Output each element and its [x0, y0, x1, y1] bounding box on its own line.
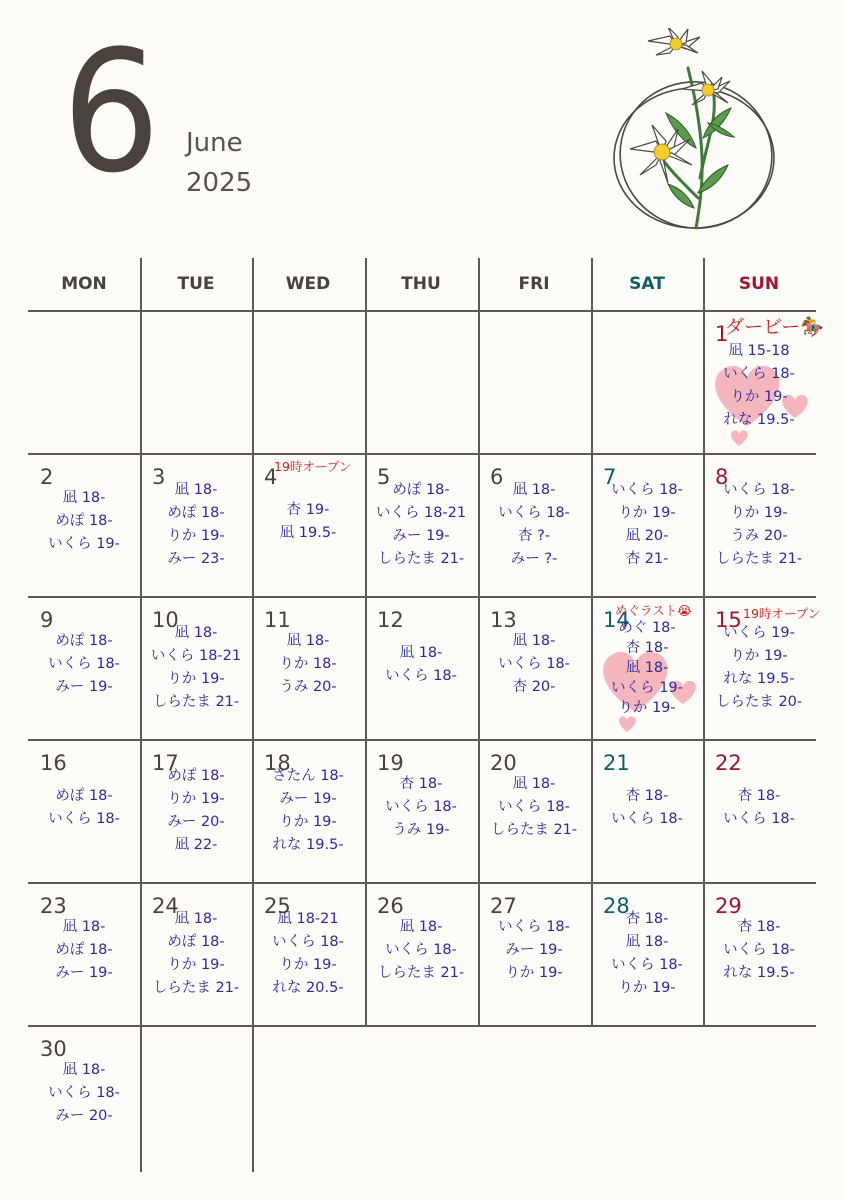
day-number: 24	[152, 894, 179, 918]
shift-entry: 杏 18-	[737, 919, 781, 935]
shift-list	[28, 487, 140, 556]
day-number: 18	[264, 751, 291, 775]
day-number: 10	[152, 608, 179, 632]
shift-entry: 杏 19-	[286, 502, 330, 518]
shift-entry: りか 19-	[730, 648, 788, 664]
shift-list	[365, 479, 477, 571]
shift-entry: いくら 18-	[723, 942, 795, 958]
day-number: 5	[377, 465, 391, 489]
shift-entry: みー 23-	[167, 551, 225, 567]
shift-entry: 凪 18-	[625, 934, 669, 950]
shift-list	[28, 916, 140, 985]
day-number: 13	[490, 608, 517, 632]
day-cell-18	[252, 739, 364, 882]
day-number: 9	[40, 608, 54, 632]
weekday-header-mon: MON	[61, 274, 107, 294]
shift-entry: 凪 22-	[174, 837, 218, 853]
shift-entry: しらたま 21-	[377, 551, 465, 567]
day-number: 27	[490, 894, 517, 918]
shift-entry: 凪 18-	[62, 919, 106, 935]
day-number: 1	[715, 322, 729, 346]
shift-entry: いくら 19-	[723, 625, 795, 641]
day-number: 30	[40, 1037, 67, 1061]
shift-entry: めぽ 18-	[55, 942, 113, 958]
weekday-header-tue: TUE	[177, 274, 215, 294]
shift-entry: 凪 15-18	[728, 343, 790, 359]
day-cell-26	[365, 882, 477, 1025]
day-cell-19	[365, 739, 477, 882]
shift-list	[703, 479, 815, 571]
day-number: 2	[40, 465, 54, 489]
day-number: 6	[490, 465, 504, 489]
shift-entry: 凪 18-	[512, 633, 556, 649]
shift-entry: いくら 18-21	[150, 648, 242, 664]
shift-entry: いくら 18-	[498, 919, 570, 935]
day-cell-11	[252, 596, 364, 739]
shift-entry: さたん 18-	[272, 768, 344, 784]
day-number: 7	[603, 465, 617, 489]
shift-entry: めぽ 18-	[167, 505, 225, 521]
day-cell-24	[140, 882, 252, 1025]
shift-entry: いくら 19-	[611, 680, 683, 696]
shift-entry: 杏 18-	[625, 640, 669, 656]
shift-entry: 杏 21-	[625, 551, 669, 567]
shift-entry: 凪 18-	[174, 911, 218, 927]
shift-entry: 杏 18-	[399, 776, 443, 792]
shift-list	[252, 630, 364, 699]
shift-list	[703, 622, 815, 714]
grid-line	[28, 310, 816, 312]
shift-entry: めぐ 18-	[618, 620, 676, 636]
day-cell-10	[140, 596, 252, 739]
day-cell-13	[478, 596, 590, 739]
shift-entry: いくら 18-	[385, 668, 457, 684]
shift-list	[591, 479, 703, 571]
shift-entry: 凪 18-	[62, 490, 106, 506]
shift-list	[478, 479, 590, 571]
day-cell-28	[591, 882, 703, 1025]
shift-list	[140, 765, 252, 857]
shift-entry: 凪 18-	[174, 625, 218, 641]
weekday-header-sat: SAT	[629, 274, 665, 294]
day-number: 19	[377, 751, 404, 775]
day-cell-23	[28, 882, 140, 1025]
day-cell-7	[591, 453, 703, 596]
day-cell-14	[591, 596, 703, 739]
shift-entry: いくら 18-	[498, 799, 570, 815]
day-cell-6	[478, 453, 590, 596]
shift-entry: 杏 20-	[512, 679, 556, 695]
shift-entry: りか 19-	[167, 791, 225, 807]
shift-entry: りか 19-	[618, 700, 676, 716]
shift-entry: めぽ 18-	[55, 788, 113, 804]
shift-entry: れな 19.5-	[272, 837, 344, 853]
day-cell-16	[28, 739, 140, 882]
shift-entry: いくら 18-	[385, 942, 457, 958]
shift-list	[252, 765, 364, 857]
shift-entry: 凪 18-21	[277, 911, 339, 927]
shift-entry: れな 19.5-	[723, 965, 795, 981]
shift-entry: みー 20-	[55, 1108, 113, 1124]
shift-entry: みー 20-	[167, 814, 225, 830]
shift-entry: りか 19-	[618, 505, 676, 521]
year-label: 2025	[186, 168, 253, 198]
day-number: 3	[152, 465, 166, 489]
shift-entry: しらたま 21-	[152, 694, 240, 710]
grid-line	[28, 1025, 816, 1027]
shift-list	[28, 785, 140, 831]
month-name: June	[186, 128, 243, 158]
shift-entry: 杏 18-	[737, 788, 781, 804]
shift-entry: いくら 18-	[723, 366, 795, 382]
shift-entry: 凪 20-	[625, 528, 669, 544]
shift-list	[365, 642, 477, 688]
shift-list	[478, 916, 590, 985]
shift-entry: いくら 18-	[611, 482, 683, 498]
shift-entry: いくら 19-	[48, 536, 120, 552]
shift-entry: うみ 20-	[730, 528, 788, 544]
day-cell-17	[140, 739, 252, 882]
shift-entry: 凪 18-	[512, 482, 556, 498]
day-cell-15	[703, 596, 821, 739]
shift-entry: めぽ 18-	[167, 934, 225, 950]
shift-entry: みー 19-	[392, 528, 450, 544]
shift-entry: りか 19-	[167, 671, 225, 687]
shift-entry: みー 19-	[55, 965, 113, 981]
day-cell-30	[28, 1025, 140, 1168]
shift-entry: 凪 19.5-	[279, 525, 337, 541]
shift-entry: りか 19-	[505, 965, 563, 981]
shift-entry: 杏 18-	[625, 911, 669, 927]
day-note: ダービー🏇	[725, 316, 824, 338]
shift-entry: めぽ 18-	[55, 513, 113, 529]
shift-entry: りか 19-	[279, 814, 337, 830]
day-cell-12	[365, 596, 477, 739]
day-cell-29	[703, 882, 815, 1025]
shift-entry: いくら 18-	[385, 799, 457, 815]
weekday-header-wed: WED	[285, 274, 331, 294]
shift-entry: いくら 18-	[498, 656, 570, 672]
shift-entry: いくら 18-	[48, 1085, 120, 1101]
shift-entry: しらたま 21-	[377, 965, 465, 981]
shift-entry: 杏 ?-	[517, 528, 551, 544]
shift-entry: いくら 18-	[48, 811, 120, 827]
shift-entry: りか 19-	[730, 505, 788, 521]
day-cell-27	[478, 882, 590, 1025]
day-cell-4	[252, 453, 364, 596]
weekday-header-sun: SUN	[738, 274, 780, 294]
shift-entry: 凪 18-	[174, 482, 218, 498]
day-number: 17	[152, 751, 179, 775]
day-cell-21	[591, 739, 703, 882]
shift-list	[252, 908, 364, 1000]
shift-entry: 凪 18-	[62, 1062, 106, 1078]
shift-entry: りか 19-	[167, 957, 225, 973]
day-number: 22	[715, 751, 742, 775]
shift-list	[478, 630, 590, 699]
shift-entry: れな 19.5-	[723, 671, 795, 687]
day-cell-5	[365, 453, 477, 596]
day-number: 14	[603, 608, 630, 632]
shift-entry: いくら 18-	[48, 656, 120, 672]
day-cell-3	[140, 453, 252, 596]
day-number: 25	[264, 894, 291, 918]
shift-entry: いくら 18-	[611, 811, 683, 827]
day-number: 8	[715, 465, 729, 489]
day-cell-8	[703, 453, 815, 596]
shift-entry: みー 19-	[279, 791, 337, 807]
shift-entry: いくら 18-	[611, 957, 683, 973]
day-cell-1	[703, 310, 824, 453]
shift-entry: れな 20.5-	[272, 980, 344, 996]
day-note: 19時オープン	[274, 459, 352, 474]
shift-entry: りか 19-	[279, 957, 337, 973]
day-cell-25	[252, 882, 364, 1025]
day-number: 20	[490, 751, 517, 775]
shift-entry: 凪 18-	[512, 776, 556, 792]
shift-entry: みー 19-	[505, 942, 563, 958]
day-note: 19時オープン	[743, 606, 821, 621]
day-number: 15	[715, 608, 742, 632]
day-note: めぐラスト😭	[615, 603, 692, 618]
day-number: 23	[40, 894, 67, 918]
shift-list	[703, 785, 815, 831]
shift-entry: れな 19.5-	[723, 412, 795, 428]
shift-entry: いくら 18-	[498, 505, 570, 521]
shift-list	[140, 479, 252, 571]
shift-entry: りか 19-	[167, 528, 225, 544]
edelweiss-illustration	[608, 28, 788, 233]
shift-entry: めぽ 18-	[392, 482, 450, 498]
shift-list	[28, 1059, 140, 1128]
day-number: 26	[377, 894, 404, 918]
shift-entry: めぽ 18-	[55, 633, 113, 649]
day-number: 16	[40, 751, 67, 775]
shift-entry: しらたま 21-	[715, 551, 803, 567]
shift-list	[591, 785, 703, 831]
shift-list	[591, 908, 703, 1000]
day-number: 28	[603, 894, 630, 918]
day-cell-20	[478, 739, 590, 882]
day-number: 29	[715, 894, 742, 918]
shift-entry: 凪 18-	[286, 633, 330, 649]
shift-entry: しらたま 20-	[715, 694, 803, 710]
shift-entry: りか 19-	[618, 980, 676, 996]
shift-list	[365, 916, 477, 985]
day-cell-9	[28, 596, 140, 739]
shift-entry: うみ 19-	[392, 822, 450, 838]
day-number: 21	[603, 751, 630, 775]
shift-entry: みー 19-	[55, 679, 113, 695]
weekday-header-thu: THU	[401, 274, 441, 294]
shift-entry: 凪 18-	[399, 919, 443, 935]
shift-list	[365, 773, 477, 842]
shift-entry: いくら 18-	[723, 482, 795, 498]
day-number: 4	[264, 465, 278, 489]
day-cell-22	[703, 739, 815, 882]
shift-list	[252, 499, 364, 545]
shift-list	[28, 630, 140, 699]
shift-entry: めぽ 18-	[167, 768, 225, 784]
shift-entry: うみ 20-	[279, 679, 337, 695]
month-number: 6	[62, 14, 161, 210]
shift-entry: しらたま 21-	[152, 980, 240, 996]
shift-entry: 凪 18-	[625, 660, 669, 676]
calendar-grid	[28, 258, 824, 1172]
shift-list	[478, 773, 590, 842]
shift-entry: しらたま 21-	[490, 822, 578, 838]
shift-entry: 凪 18-	[399, 645, 443, 661]
shift-list	[140, 908, 252, 1000]
shift-entry: 杏 18-	[625, 788, 669, 804]
day-cell-2	[28, 453, 140, 596]
shift-entry: みー ?-	[510, 551, 558, 567]
shift-list	[140, 622, 252, 714]
shift-entry: りか 18-	[279, 656, 337, 672]
shift-entry: いくら 18-	[272, 934, 344, 950]
weekday-header-fri: FRI	[518, 274, 550, 294]
shift-list	[703, 916, 815, 985]
shift-entry: いくら 18-21	[375, 505, 467, 521]
shift-entry: いくら 18-	[723, 811, 795, 827]
day-number: 12	[377, 608, 404, 632]
day-number: 11	[264, 608, 291, 632]
shift-entry: りか 19-	[730, 389, 788, 405]
